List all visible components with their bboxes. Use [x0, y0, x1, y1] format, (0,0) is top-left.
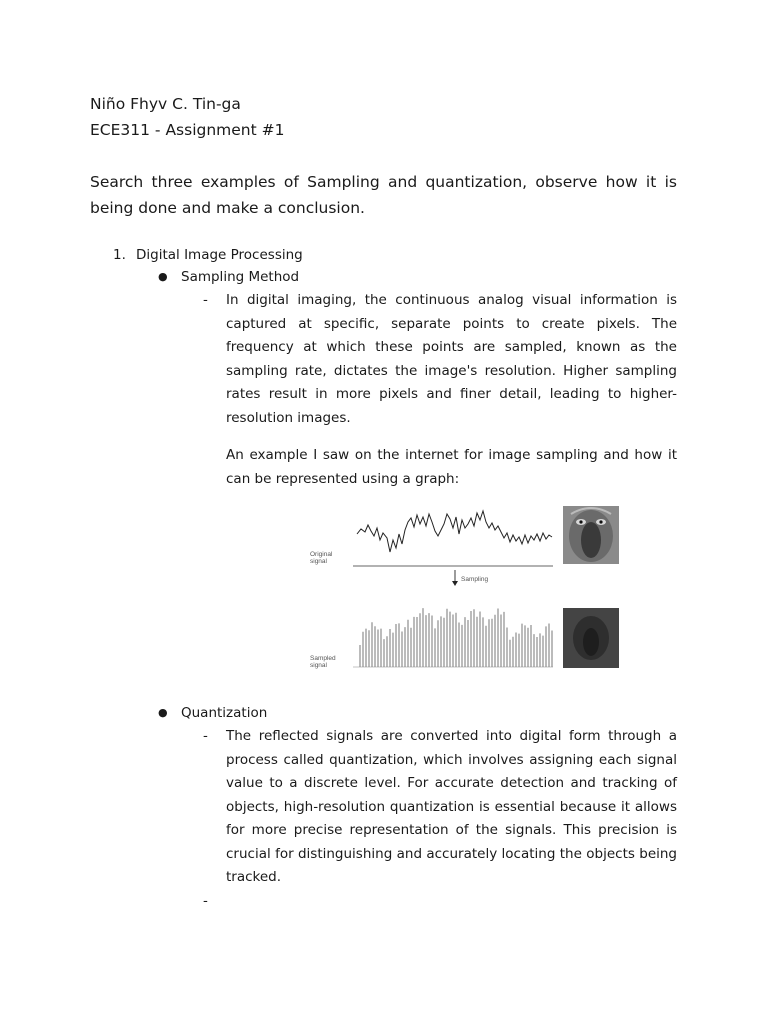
bullet-icon: ● — [158, 270, 168, 283]
sampling-paragraph: In digital imaging, the continuous analog visual information is captured at specific, separate points to create pixels. The frequency at which these points are sampled, known as the sampling rate, dictates the image's resolution. Higher sampling rates result in more pixels and finer detail, leading to higher-resolution images. — [226, 292, 677, 426]
section-title: Digital Image Processing — [136, 247, 303, 263]
dash-marker-empty: - — [203, 893, 208, 909]
assignment-prompt: Search three examples of Sampling and quantization, observe how it is being done and make a conclusion. — [90, 173, 677, 217]
original-signal-label-line2: signal — [310, 558, 327, 565]
example-paragraph: An example I saw on the internet for image sampling and how it can be represented using a graph: — [226, 447, 677, 487]
section-number: 1. — [113, 247, 126, 263]
sampling-arrow-label: Sampling — [461, 576, 489, 583]
dash-marker: - — [203, 728, 208, 744]
course-title: ECE311 - Assignment #1 — [90, 121, 285, 139]
author-name: Niño Fhyv C. Tin-ga — [90, 95, 241, 113]
quantization-heading: Quantization — [181, 705, 268, 721]
sampled-signal-label-line1: Sampled — [310, 655, 336, 662]
bullet-icon: ● — [158, 706, 168, 719]
original-image-thumbnail — [563, 506, 619, 564]
dash-marker: - — [203, 292, 208, 308]
original-signal-label-line1: Original — [310, 551, 333, 558]
quantization-paragraph: The reflected signals are converted into digital form through a process called quantization, which involves assigning each signal value to a discrete level. For accurate detection and tracking of objects, high-resolution quantization is essential because it allows for more precise representation of the signals. This precision is crucial for distinguishing and accurately locating the objects being tracked. — [226, 728, 677, 885]
sampling-figure-svg — [305, 500, 620, 680]
sampled-image-thumbnail — [563, 608, 619, 668]
sampled-signal-label-line2: signal — [310, 662, 327, 669]
sampling-figure — [305, 500, 620, 680]
sampling-method-heading: Sampling Method — [181, 269, 300, 285]
